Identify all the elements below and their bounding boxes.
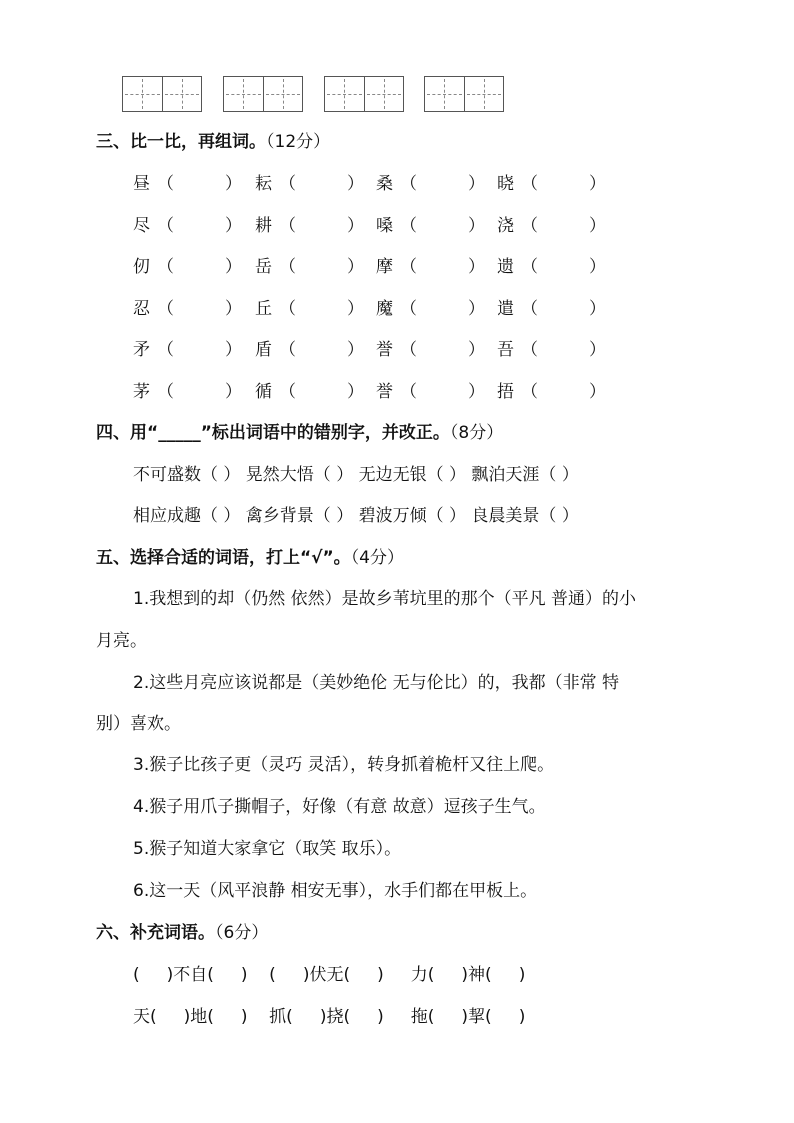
writing-grid-box-2[interactable] bbox=[223, 76, 303, 112]
word-pair-close-paren: ） bbox=[225, 382, 242, 402]
word-pair-open-paren[interactable]: （ bbox=[279, 216, 296, 236]
section-6-line-2: 天( )地( ) 抓( )挠( ) 拖( )挈( ) bbox=[133, 1007, 526, 1027]
word-pair bbox=[376, 252, 485, 277]
word-pair-close-paren: ） bbox=[589, 174, 606, 194]
section-5-heading bbox=[96, 543, 404, 568]
word-pair-character: 茅 bbox=[133, 382, 150, 402]
word-pair-character: 仞 bbox=[133, 257, 150, 277]
word-pair bbox=[497, 377, 606, 402]
word-pair-character: 尽 bbox=[133, 216, 150, 236]
section-6-heading bbox=[96, 918, 268, 943]
word-pair-close-paren: ） bbox=[589, 340, 606, 360]
word-pair-character: 捂 bbox=[497, 382, 514, 402]
word-pair-close-paren: ） bbox=[347, 340, 364, 360]
word-pair-close-paren: ） bbox=[468, 257, 485, 277]
word-pair-character: 丘 bbox=[255, 299, 272, 319]
word-pair-close-paren: ） bbox=[468, 216, 485, 236]
section-5-question-1b: 月亮。 bbox=[96, 631, 147, 651]
word-pair bbox=[133, 211, 242, 236]
word-pair-open-paren[interactable]: （ bbox=[521, 382, 538, 402]
word-pair-open-paren[interactable]: （ bbox=[157, 340, 174, 360]
word-pair-close-paren: ） bbox=[589, 257, 606, 277]
word-pair-open-paren[interactable]: （ bbox=[279, 382, 296, 402]
word-pair-open-paren[interactable]: （ bbox=[157, 382, 174, 402]
word-pair-character: 耘 bbox=[255, 174, 272, 194]
word-pair bbox=[133, 377, 242, 402]
section-6-title: 六、补充词语。 bbox=[96, 923, 215, 943]
word-pair bbox=[255, 294, 364, 319]
word-pair bbox=[133, 169, 242, 194]
word-pair-character: 桑 bbox=[376, 174, 393, 194]
word-pair-open-paren[interactable]: （ bbox=[400, 174, 417, 194]
word-pair-character: 嗓 bbox=[376, 216, 393, 236]
section-4-heading bbox=[96, 418, 503, 443]
word-pair-open-paren[interactable]: （ bbox=[279, 174, 296, 194]
word-pair-close-paren: ） bbox=[468, 382, 485, 402]
section-4-line-1: 不可盛数（ ） 晃然大悟（ ） 无边无银（ ） 飘泊天涯（ ） bbox=[133, 465, 579, 485]
word-pair-close-paren: ） bbox=[225, 299, 242, 319]
word-pair-open-paren[interactable]: （ bbox=[521, 174, 538, 194]
section-5-question-3: 3.猴子比孩子更（灵巧 灵活），转身抓着桅杆又往上爬。 bbox=[133, 755, 555, 775]
writing-grid-box-3[interactable] bbox=[324, 76, 404, 112]
word-pair-open-paren[interactable]: （ bbox=[157, 299, 174, 319]
word-pair-close-paren: ） bbox=[347, 299, 364, 319]
word-pair bbox=[133, 252, 242, 277]
word-pair-open-paren[interactable]: （ bbox=[157, 174, 174, 194]
word-pair bbox=[376, 294, 485, 319]
word-pair-open-paren[interactable]: （ bbox=[400, 340, 417, 360]
word-pair-open-paren[interactable]: （ bbox=[400, 257, 417, 277]
word-pair bbox=[497, 252, 606, 277]
word-pair-close-paren: ） bbox=[468, 340, 485, 360]
word-pair-open-paren[interactable]: （ bbox=[400, 216, 417, 236]
section-5-question-1a: 1.我想到的却（仍然 依然）是故乡苇坑里的那个（平凡 普通）的小 bbox=[133, 589, 637, 609]
word-pair-close-paren: ） bbox=[347, 174, 364, 194]
word-pair-character: 遣 bbox=[497, 299, 514, 319]
word-pair bbox=[376, 377, 485, 402]
word-pair-close-paren: ） bbox=[468, 174, 485, 194]
writing-grid-box-1[interactable] bbox=[122, 76, 202, 112]
word-pair-close-paren: ） bbox=[225, 257, 242, 277]
section-4-score: （8分） bbox=[449, 423, 504, 443]
word-pair-close-paren: ） bbox=[225, 216, 242, 236]
word-pair-character: 誉 bbox=[376, 340, 393, 360]
section-5-score: （4分） bbox=[350, 548, 405, 568]
word-pair-open-paren[interactable]: （ bbox=[279, 340, 296, 360]
word-pair-open-paren[interactable]: （ bbox=[521, 299, 538, 319]
word-pair-close-paren: ） bbox=[347, 216, 364, 236]
word-pair-character: 岳 bbox=[255, 257, 272, 277]
section-5-question-5: 5.猴子知道大家拿它（取笑 取乐）。 bbox=[133, 839, 402, 859]
word-pair-open-paren[interactable]: （ bbox=[279, 257, 296, 277]
word-pair-character: 吾 bbox=[497, 340, 514, 360]
word-pair-character: 盾 bbox=[255, 340, 272, 360]
word-pair-close-paren: ） bbox=[347, 382, 364, 402]
word-pair-character: 誉 bbox=[376, 382, 393, 402]
word-pair-character: 晓 bbox=[497, 174, 514, 194]
word-pair-open-paren[interactable]: （ bbox=[521, 340, 538, 360]
word-pair-open-paren[interactable]: （ bbox=[400, 299, 417, 319]
word-pair-close-paren: ） bbox=[225, 340, 242, 360]
word-pair-character: 浇 bbox=[497, 216, 514, 236]
word-pair bbox=[255, 335, 364, 360]
word-pair-close-paren: ） bbox=[589, 299, 606, 319]
word-pair bbox=[255, 252, 364, 277]
word-pair-close-paren: ） bbox=[468, 299, 485, 319]
section-4-line-2: 相应成趣（ ） 禽乡背景（ ） 碧波万倾（ ） 良晨美景（ ） bbox=[133, 506, 579, 526]
section-5-question-6: 6.这一天（风平浪静 相安无事），水手们都在甲板上。 bbox=[133, 881, 538, 901]
word-pair bbox=[376, 169, 485, 194]
writing-grid-box-4[interactable] bbox=[424, 76, 504, 112]
word-pair-open-paren[interactable]: （ bbox=[279, 299, 296, 319]
word-pair-character: 耕 bbox=[255, 216, 272, 236]
word-pair bbox=[255, 169, 364, 194]
section-4-title-b: ”标出词语中的错别字，并改正。 bbox=[200, 423, 450, 443]
word-pair bbox=[497, 211, 606, 236]
word-pair-open-paren[interactable]: （ bbox=[157, 216, 174, 236]
section-4-title-a: 四、用“ bbox=[96, 423, 159, 443]
word-pair bbox=[376, 335, 485, 360]
word-pair-character: 遗 bbox=[497, 257, 514, 277]
word-pair-open-paren[interactable]: （ bbox=[521, 257, 538, 277]
word-pair-character: 忍 bbox=[133, 299, 150, 319]
word-pair-open-paren[interactable]: （ bbox=[521, 216, 538, 236]
word-pair-character: 矛 bbox=[133, 340, 150, 360]
word-pair-character: 魔 bbox=[376, 299, 393, 319]
word-pair bbox=[255, 377, 364, 402]
section-3-title: 三、比一比，再组词。 bbox=[96, 132, 266, 152]
section-5-title: 五、选择合适的词语，打上“√”。 bbox=[96, 548, 351, 568]
word-pair-open-paren[interactable]: （ bbox=[400, 382, 417, 402]
word-pair-character: 昼 bbox=[133, 174, 150, 194]
word-pair bbox=[133, 294, 242, 319]
word-pair-close-paren: ） bbox=[589, 216, 606, 236]
word-pair-close-paren: ） bbox=[589, 382, 606, 402]
word-pair bbox=[497, 169, 606, 194]
section-5-question-2b: 别）喜欢。 bbox=[96, 714, 181, 734]
word-pair bbox=[497, 294, 606, 319]
section-6-line-1: ( )不自( ) ( )伏无( ) 力( )神( ) bbox=[133, 965, 526, 985]
word-pair-character: 循 bbox=[255, 382, 272, 402]
word-pair-character: 摩 bbox=[376, 257, 393, 277]
section-5-question-2a: 2.这些月亮应该说都是（美妙绝伦 无与伦比）的，我都（非常 特 bbox=[133, 673, 620, 693]
section-6-score: （6分） bbox=[215, 923, 269, 943]
word-pair-open-paren[interactable]: （ bbox=[157, 257, 174, 277]
section-4-title-blank: _____ bbox=[158, 423, 201, 443]
section-3-score: （12分） bbox=[266, 132, 331, 152]
section-3-heading bbox=[96, 127, 330, 152]
word-pair bbox=[497, 335, 606, 360]
word-pair bbox=[376, 211, 485, 236]
section-5-question-4: 4.猴子用爪子撕帽子，好像（有意 故意）逗孩子生气。 bbox=[133, 797, 546, 817]
word-pair bbox=[255, 211, 364, 236]
word-pair-close-paren: ） bbox=[347, 257, 364, 277]
word-pair bbox=[133, 335, 242, 360]
word-pair-close-paren: ） bbox=[225, 174, 242, 194]
